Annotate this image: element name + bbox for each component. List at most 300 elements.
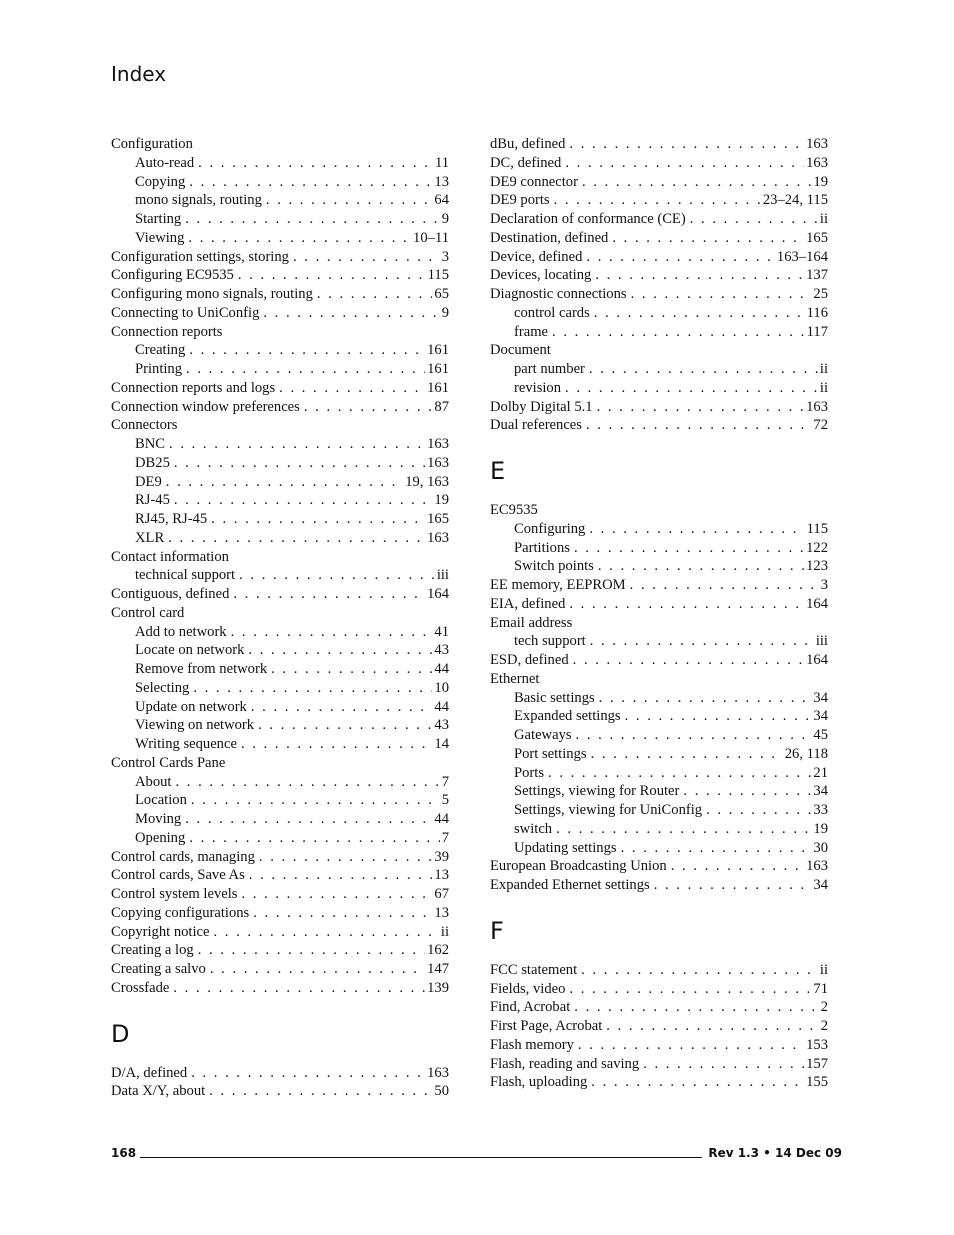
- index-subentry: [111, 698, 449, 717]
- entry-term: dBu, defined: [490, 136, 566, 152]
- index-subentry: [111, 191, 449, 210]
- entry-term: Writing sequence: [135, 736, 237, 752]
- entry-term: Control system levels: [111, 886, 238, 902]
- entry-page: 2: [820, 999, 828, 1016]
- footer-revision: Rev 1.3 • 14 Dec 09: [708, 1146, 842, 1160]
- index-subentry: [111, 641, 449, 660]
- dot-leader: [189, 173, 432, 192]
- index-entry: [111, 866, 449, 885]
- dot-leader: [606, 1017, 818, 1036]
- entry-page: 122: [806, 539, 828, 556]
- index-subentry: [111, 716, 449, 735]
- dot-leader: [597, 398, 805, 417]
- index-subentry: [111, 341, 449, 360]
- entry-term: Diagnostic connections: [490, 286, 627, 302]
- entry-page: 163: [806, 154, 828, 171]
- dot-leader: [625, 707, 812, 726]
- index-entry: [111, 285, 449, 304]
- index-entry: [490, 1055, 828, 1074]
- index-entry: [111, 248, 449, 267]
- index-entry: [111, 960, 449, 979]
- index-subentry: [111, 435, 449, 454]
- index-entry: [111, 398, 449, 417]
- entry-page: 10–11: [413, 229, 449, 246]
- entry-term: Add to network: [135, 623, 227, 640]
- entry-term: DE9: [135, 473, 162, 490]
- index-subentry: [490, 726, 828, 745]
- entry-term: frame: [514, 323, 549, 340]
- entry-page: 25: [813, 286, 828, 302]
- dot-leader: [552, 323, 805, 342]
- entry-term: Settings, viewing for Router: [514, 783, 680, 800]
- entry-term: Location: [135, 792, 187, 809]
- entry-term: EIA, defined: [490, 595, 566, 612]
- index-entry: [490, 876, 828, 895]
- dot-leader: [211, 510, 425, 529]
- entry-page: 139: [427, 979, 449, 996]
- entry-page: 3: [441, 248, 449, 265]
- index-subentry: [111, 229, 449, 248]
- index-entry: [490, 576, 828, 595]
- entry-term: Port settings: [514, 745, 587, 762]
- entry-term: Creating: [135, 342, 186, 359]
- index-subentry: [490, 379, 828, 398]
- entry-page: 165: [806, 229, 828, 246]
- footer-page-number: 168: [111, 1146, 137, 1160]
- dot-leader: [209, 1082, 432, 1101]
- entry-page: 147: [427, 961, 449, 977]
- entry-term: Email address: [490, 614, 573, 631]
- dot-leader: [248, 641, 432, 660]
- dot-leader: [671, 857, 804, 876]
- index-entry: [111, 923, 449, 942]
- entry-term: Switch points: [514, 558, 594, 575]
- dot-leader: [168, 529, 425, 548]
- dot-leader: [569, 135, 804, 154]
- index-entry: [111, 941, 449, 960]
- dot-leader: [573, 651, 804, 670]
- dot-leader: [174, 491, 433, 510]
- dot-leader: [293, 248, 440, 267]
- index-entry: [111, 135, 449, 154]
- footer-rule: [140, 1157, 702, 1158]
- entry-page: 157: [806, 1055, 828, 1072]
- dot-leader: [189, 341, 425, 360]
- entry-page: ii: [819, 379, 828, 396]
- index-subentry: [490, 820, 828, 839]
- entry-term: Control cards, Save As: [111, 867, 245, 884]
- index-subentry: [111, 735, 449, 754]
- entry-term: Crossfade: [111, 979, 170, 996]
- entry-page: 13: [434, 173, 449, 190]
- entry-page: 19, 163: [405, 473, 449, 490]
- dot-leader: [231, 623, 433, 642]
- entry-page: 161: [427, 342, 449, 359]
- index-entry: [490, 1017, 828, 1036]
- dot-leader: [565, 154, 804, 173]
- entry-page: 9: [441, 211, 449, 227]
- entry-term: Moving: [135, 811, 182, 827]
- index-entry: [111, 304, 449, 323]
- entry-page: ii: [440, 923, 449, 940]
- entry-page: 153: [806, 1036, 828, 1053]
- dot-leader: [193, 679, 432, 698]
- entry-page: iii: [815, 633, 828, 650]
- index-group-f: [490, 961, 828, 1092]
- index-entry: [490, 173, 828, 192]
- entry-term: About: [135, 773, 172, 790]
- entry-term: Partitions: [514, 539, 570, 556]
- index-entry: [111, 979, 449, 998]
- entry-term: Ports: [514, 764, 545, 781]
- entry-term: Opening: [135, 829, 186, 846]
- index-group-d-cont: [490, 135, 828, 435]
- entry-term: DE9 ports: [490, 192, 550, 209]
- index-subentry: [490, 520, 828, 539]
- entry-term: First Page, Acrobat: [490, 1018, 603, 1034]
- entry-term: Contiguous, defined: [111, 586, 230, 602]
- dot-leader: [591, 1073, 804, 1092]
- entry-term: revision: [514, 379, 562, 396]
- entry-term: Flash, reading and saving: [490, 1055, 640, 1072]
- entry-term: control cards: [514, 304, 590, 321]
- entry-term: Configuring EC9535: [111, 267, 234, 284]
- dot-leader: [259, 848, 433, 867]
- index-entry: [490, 1036, 828, 1055]
- index-entry: [490, 154, 828, 173]
- dot-leader: [591, 745, 783, 764]
- entry-term: Configuring: [514, 520, 586, 537]
- entry-page: 7: [441, 829, 449, 846]
- entry-term: Starting: [135, 211, 182, 227]
- entry-page: 72: [813, 417, 828, 434]
- index-entry: [490, 398, 828, 417]
- dot-leader: [630, 576, 819, 595]
- entry-term: Fields, video: [490, 980, 566, 997]
- index-entry: [111, 754, 449, 773]
- entry-term: Copying: [135, 173, 186, 190]
- entry-term: Dolby Digital 5.1: [490, 398, 593, 415]
- dot-leader: [599, 689, 812, 708]
- index-subentry: [111, 210, 449, 229]
- index-subentry: [490, 839, 828, 858]
- index-subentry: [490, 632, 828, 651]
- entry-term: Expanded settings: [514, 708, 621, 725]
- entry-page: 44: [434, 661, 449, 677]
- entry-page: 163: [427, 454, 449, 471]
- index-subentry: [111, 173, 449, 192]
- entry-page: 14: [434, 736, 449, 752]
- entry-term: Find, Acrobat: [490, 999, 571, 1016]
- index-subentry: [111, 473, 449, 492]
- entry-page: 45: [813, 727, 828, 743]
- entry-term: Printing: [135, 361, 183, 377]
- entry-page: 11: [434, 154, 449, 171]
- entry-term: XLR: [135, 529, 165, 546]
- index-entry: [111, 848, 449, 867]
- dot-leader: [569, 595, 804, 614]
- dot-leader: [239, 566, 435, 585]
- index-entry: [490, 416, 828, 435]
- dot-leader: [574, 539, 804, 558]
- entry-page: iii: [436, 567, 449, 584]
- index-subentry: [490, 360, 828, 379]
- entry-term: Control Cards Pane: [111, 754, 226, 771]
- index-subentry: [490, 782, 828, 801]
- dot-leader: [595, 266, 804, 285]
- entry-term: Auto-read: [135, 154, 195, 171]
- index-subentry: [490, 764, 828, 783]
- entry-page: 67: [434, 886, 449, 902]
- entry-term: Copying configurations: [111, 904, 250, 921]
- entry-term: Connectors: [111, 417, 178, 434]
- entry-term: tech support: [514, 633, 586, 650]
- index-entry: [490, 341, 828, 360]
- entry-page: 43: [434, 717, 449, 734]
- dot-leader: [210, 960, 425, 979]
- index-subentry: [490, 539, 828, 558]
- index-entry: [490, 998, 828, 1017]
- index-entry: [490, 961, 828, 980]
- entry-term: Gateways: [514, 727, 572, 743]
- dot-leader: [169, 435, 425, 454]
- entry-term: Connecting to UniConfig: [111, 304, 260, 321]
- entry-term: Device, defined: [490, 248, 583, 265]
- dot-leader: [189, 829, 439, 848]
- entry-term: Creating a salvo: [111, 961, 206, 977]
- index-entry: [111, 885, 449, 904]
- entry-page: 71: [813, 980, 828, 997]
- index-subentry: [490, 801, 828, 820]
- page-footer: [111, 1146, 842, 1164]
- entry-page: 26, 118: [784, 745, 828, 762]
- entry-page: 10: [434, 679, 449, 696]
- dot-leader: [643, 1055, 804, 1074]
- entry-page: 34: [813, 877, 828, 893]
- entry-term: Declaration of conformance (CE): [490, 211, 686, 227]
- index-entry: [111, 548, 449, 567]
- section-letter-e: E: [490, 457, 506, 485]
- entry-page: 13: [434, 867, 449, 884]
- dot-leader: [173, 979, 425, 998]
- entry-page: 164: [806, 595, 828, 612]
- entry-term: DE9 connector: [490, 173, 578, 190]
- entry-page: 64: [434, 192, 449, 209]
- dot-leader: [241, 885, 432, 904]
- entry-page: 23–24, 115: [762, 192, 828, 209]
- entry-term: Document: [490, 342, 551, 359]
- dot-leader: [589, 360, 818, 379]
- index-subentry: [111, 791, 449, 810]
- entry-term: European Broadcasting Union: [490, 858, 667, 875]
- entry-term: Remove from network: [135, 661, 268, 677]
- index-entry: [111, 1064, 449, 1083]
- entry-term: Connection reports: [111, 323, 223, 340]
- index-entry: [111, 1082, 449, 1101]
- index-entry: [490, 1073, 828, 1092]
- entry-page: ii: [819, 961, 828, 978]
- index-subentry: [111, 623, 449, 642]
- index-subentry: [111, 566, 449, 585]
- entry-page: 30: [813, 839, 828, 856]
- entry-page: 34: [813, 783, 828, 800]
- index-entry: [490, 248, 828, 267]
- entry-term: FCC statement: [490, 961, 578, 978]
- index-entry: [111, 904, 449, 923]
- dot-leader: [582, 173, 811, 192]
- index-subentry: [490, 689, 828, 708]
- entry-page: 163: [806, 858, 828, 875]
- entry-page: 41: [434, 623, 449, 640]
- entry-page: 43: [434, 642, 449, 659]
- entry-term: switch: [514, 820, 553, 837]
- entry-term: Locate on network: [135, 642, 245, 659]
- entry-page: 164: [427, 586, 449, 602]
- entry-page: 3: [820, 577, 828, 593]
- dot-leader: [253, 904, 432, 923]
- entry-page: ii: [819, 211, 828, 227]
- dot-leader: [578, 1036, 804, 1055]
- dot-leader: [166, 473, 403, 492]
- dot-leader: [188, 229, 411, 248]
- dot-leader: [263, 304, 439, 323]
- page-title: Index: [111, 62, 167, 86]
- index-entry: [490, 857, 828, 876]
- entry-term: Update on network: [135, 698, 247, 715]
- dot-leader: [586, 248, 775, 267]
- entry-page: 163: [427, 436, 449, 452]
- entry-page: 2: [820, 1018, 828, 1034]
- entry-term: ESD, defined: [490, 652, 569, 668]
- entry-page: 163: [427, 1064, 449, 1081]
- index-subentry: [111, 510, 449, 529]
- dot-leader: [548, 764, 811, 783]
- entry-page: 137: [806, 267, 828, 284]
- index-subentry: [490, 304, 828, 323]
- dot-leader: [191, 1064, 425, 1083]
- entry-page: 5: [441, 792, 449, 809]
- index-group-e: [490, 501, 828, 895]
- dot-leader: [175, 773, 439, 792]
- dot-leader: [233, 585, 425, 604]
- dot-leader: [249, 866, 433, 885]
- index-entry: [111, 379, 449, 398]
- entry-term: Destination, defined: [490, 229, 609, 246]
- entry-term: EC9535: [490, 502, 538, 518]
- entry-term: Contact information: [111, 548, 229, 565]
- dot-leader: [598, 557, 804, 576]
- dot-leader: [556, 820, 811, 839]
- entry-page: 165: [427, 511, 449, 527]
- index-subentry: [490, 323, 828, 342]
- entry-page: 34: [813, 708, 828, 725]
- index-subentry: [111, 529, 449, 548]
- index-subentry: [111, 829, 449, 848]
- index-subentry: [111, 491, 449, 510]
- dot-leader: [191, 791, 440, 810]
- dot-leader: [238, 266, 426, 285]
- entry-term: Configuration: [111, 136, 193, 152]
- entry-page: 44: [434, 811, 449, 827]
- entry-term: Data X/Y, about: [111, 1083, 206, 1100]
- dot-leader: [574, 998, 818, 1017]
- entry-term: mono signals, routing: [135, 192, 262, 209]
- dot-leader: [594, 304, 805, 323]
- index-subentry: [111, 773, 449, 792]
- index-entry: [490, 191, 828, 210]
- index-entry: [490, 210, 828, 229]
- entry-term: Flash memory: [490, 1036, 574, 1053]
- dot-leader: [654, 876, 812, 895]
- entry-term: DC, defined: [490, 154, 562, 171]
- entry-page: 65: [434, 286, 449, 302]
- entry-page: 19: [813, 173, 828, 190]
- index-subentry: [111, 154, 449, 173]
- dot-leader: [185, 210, 439, 229]
- entry-page: 163: [427, 529, 449, 546]
- index-subentry: [490, 745, 828, 764]
- entry-term: Connection window preferences: [111, 398, 300, 415]
- dot-leader: [258, 716, 432, 735]
- entry-page: 117: [806, 323, 828, 340]
- dot-leader: [565, 379, 818, 398]
- index-subentry: [111, 810, 449, 829]
- entry-term: Dual references: [490, 417, 582, 434]
- dot-leader: [612, 229, 804, 248]
- index-column-right: [490, 135, 828, 1092]
- entry-page: 9: [441, 304, 449, 321]
- index-subentry: [490, 707, 828, 726]
- entry-page: 115: [427, 267, 449, 284]
- entry-page: 162: [427, 942, 449, 959]
- dot-leader: [198, 941, 425, 960]
- index-entry: [490, 229, 828, 248]
- entry-page: 13: [434, 904, 449, 921]
- index-group-c: [111, 135, 449, 998]
- dot-leader: [317, 285, 433, 304]
- dot-leader: [576, 726, 812, 745]
- entry-term: Viewing on network: [135, 717, 255, 734]
- index-group-d: [111, 1064, 449, 1102]
- entry-term: Copyright notice: [111, 923, 210, 940]
- dot-leader: [581, 961, 818, 980]
- entry-term: technical support: [135, 567, 236, 584]
- entry-term: Expanded Ethernet settings: [490, 877, 650, 893]
- entry-term: Basic settings: [514, 689, 595, 706]
- entry-page: 163: [806, 136, 828, 152]
- entry-term: DB25: [135, 454, 170, 471]
- entry-page: 33: [813, 802, 828, 818]
- entry-term: Ethernet: [490, 670, 540, 687]
- entry-term: Configuration settings, storing: [111, 248, 289, 265]
- entry-term: Control card: [111, 604, 185, 621]
- entry-page: 44: [434, 698, 449, 715]
- entry-page: 19: [434, 492, 449, 509]
- entry-page: 116: [806, 304, 828, 321]
- entry-term: Connection reports and logs: [111, 379, 276, 396]
- dot-leader: [266, 191, 433, 210]
- entry-term: D/A, defined: [111, 1064, 188, 1081]
- dot-leader: [690, 210, 818, 229]
- entry-page: 50: [434, 1083, 449, 1100]
- entry-page: 161: [427, 361, 449, 377]
- entry-term: EE memory, EEPROM: [490, 577, 626, 593]
- index-subentry: [111, 660, 449, 679]
- entry-term: Control cards, managing: [111, 848, 255, 865]
- entry-term: BNC: [135, 436, 166, 452]
- index-entry: [490, 614, 828, 633]
- dot-leader: [279, 379, 425, 398]
